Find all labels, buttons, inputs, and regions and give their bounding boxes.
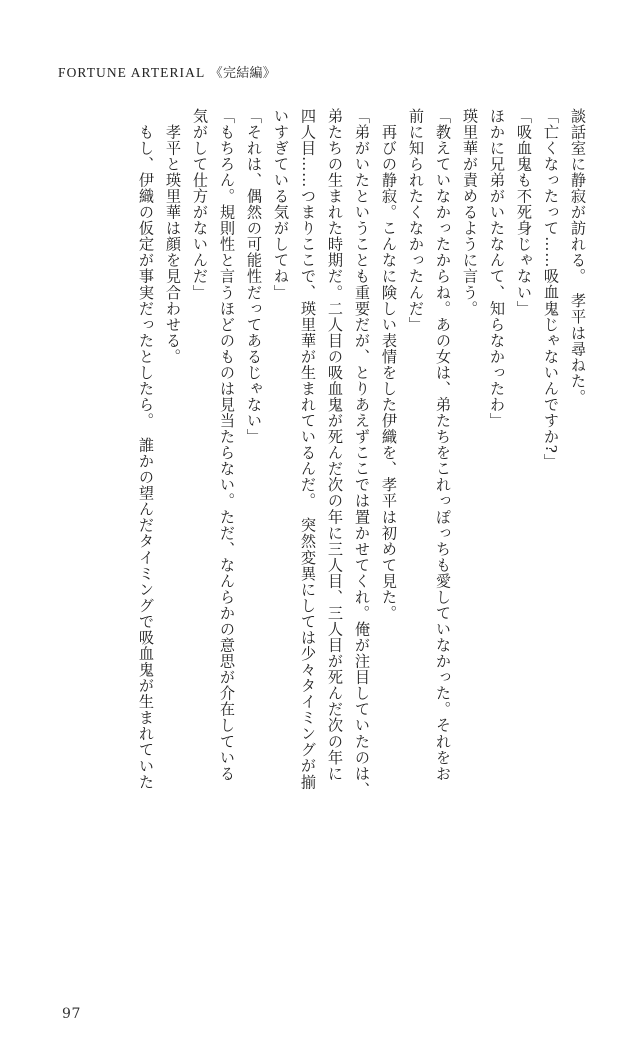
text-line: 前に知られたくなかったんだ」: [407, 108, 425, 333]
text-line: 「弟がいたということも重要だが、とりあえずここでは置かせてくれ。俺が注目していたのは、: [353, 108, 371, 798]
text-line: 弟たちの生まれた時期だ。二人目の吸血鬼が死んだ次の年に三人目、三人目が死んだ次の年に: [326, 108, 344, 782]
running-header: [58, 62, 276, 81]
text-line: 「もちろん。規則性と言うほどのものは見当たらない。ただ、なんらかの意思が介在している: [218, 108, 236, 782]
book-title: FORTUNE ARTERIAL: [58, 65, 206, 80]
text-line: 四人目……つまりここで、瑛里華が生まれているんだ。 突然変異にしては少々タイミングが揃: [299, 108, 317, 790]
text-line: 「教えていなかったからね。あの女は、弟たちをこれっぽっちも愛していなかった。それをお: [434, 108, 452, 782]
text-line: 孝平と瑛里華は顔を見合わせる。: [164, 108, 182, 365]
text-line: 「それは、偶然の可能性だってあるじゃない」: [245, 108, 263, 445]
text-line: もし、伊織の仮定が事実だったとしたら。 誰かの望んだタイミングで吸血鬼が生まれていた: [137, 108, 155, 790]
text-line: 再びの静寂。こんなに険しい表情をした伊織を、孝平は初めて見た。: [380, 108, 398, 622]
page-body: [40, 108, 585, 968]
text-line: いすぎている気がしてね」: [272, 108, 290, 301]
text-line: 「亡くなったって……吸血鬼じゃないんですか?」: [542, 108, 560, 470]
text-line: 談話室に静寂が訪れる。 孝平は尋ねた。: [569, 108, 587, 406]
text-line: 瑛里華が責めるように言う。: [461, 108, 479, 317]
text-line: 「吸血鬼も不死身じゃない」: [515, 108, 533, 317]
vertical-text-columns: [126, 108, 585, 968]
text-line: 気がして仕方がないんだ」: [191, 108, 209, 301]
page-number: 97: [62, 1006, 81, 1022]
volume-label: 《完結編》: [209, 66, 277, 81]
text-line: ほかに兄弟がいたなんて、知らなかったわ」: [488, 108, 506, 429]
